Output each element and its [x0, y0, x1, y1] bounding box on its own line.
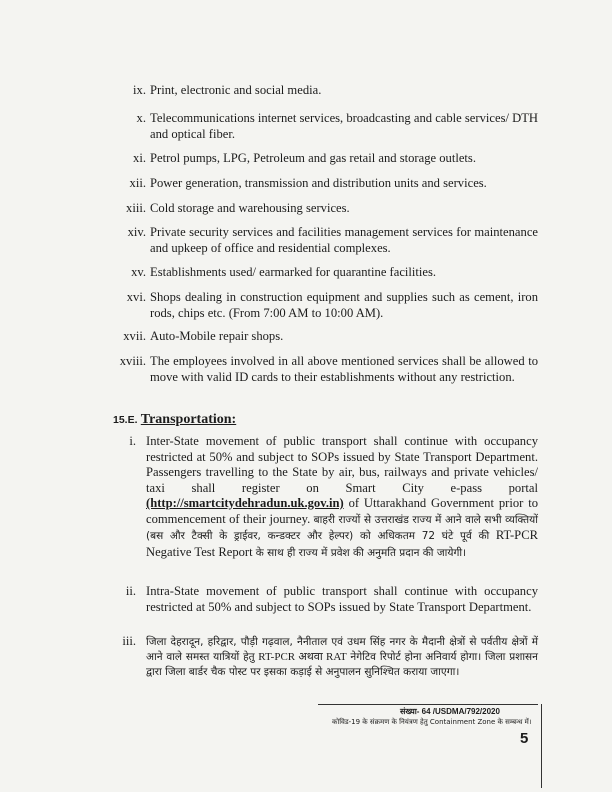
- smart-city-link[interactable]: (http://smartcitydehradun.uk.gov.in): [146, 496, 344, 510]
- transport-item-iii: [146, 634, 538, 679]
- section-number: 15.E.: [113, 414, 138, 426]
- transport-i-hindi-2: के साथ ही राज्य में प्रवेश की अनुमति प्रदान की जायेगी।: [255, 546, 467, 559]
- list-number: x.: [136, 111, 146, 125]
- list-number: xi.: [133, 151, 146, 165]
- list-number: xii.: [129, 176, 146, 190]
- list-item-text: Cold storage and warehousing services.: [150, 201, 350, 215]
- transport-iii-test: RT-PCR अथवा RAT: [258, 651, 347, 663]
- list-item-text: The employees involved in all above mentioned services shall be allowed to move with valid ID cards to their establishments without any restriction.: [150, 354, 538, 384]
- list-number: ix.: [133, 83, 146, 97]
- list-number: xviii.: [119, 354, 146, 368]
- list-item-text: Power generation, transmission and distribution units and services.: [150, 176, 487, 190]
- page-number: 5: [520, 730, 529, 747]
- transport-number: iii.: [122, 634, 136, 648]
- list-item-text: Private security services and facilities management services for maintenance and upkeep of office and residential complexes.: [150, 225, 538, 255]
- footer-divider: [318, 704, 538, 705]
- list-item-text: Telecommunications internet services, broadcasting and cable services/ DTH and optical fiber.: [150, 111, 538, 141]
- list-number: xvi.: [126, 290, 146, 304]
- section-title: Transportation:: [140, 412, 237, 427]
- transport-i-hindi: बाहरी राज्यों से उत्तराखंड राज्य में आने वाले सभी व्यक्तियों (बस और टैक्सी के ड्राईवर, कन्डक्टर और हेल्पर) को अधिकतम 72 घंटे पूर्व की: [146, 513, 538, 542]
- list-number: xiii.: [126, 201, 146, 215]
- transport-number: i.: [129, 434, 136, 448]
- transport-item-ii: Intra-State movement of public transport shall continue with occupancy restricted at 50% and subject to SOPs issued by State Transport Department.: [146, 584, 538, 614]
- list-item-text: Print, electronic and social media.: [150, 83, 322, 97]
- transport-iii-hindi-2: नेगेटिव रिपोर्ट होना अनिवार्य होगा। जिला प्रशासन द्वारा जिला बार्डर चैक पोस्ट पर इसका कड़ाई से अनुपालन सुनिश्चित कराया जाएगा।: [146, 651, 538, 678]
- transport-i-text: Inter-State movement of public transport shall continue with occupancy restricted at 50% and subject to SOPs issued by State Transport Department. Passengers travelling to the State by air, bus, railways and private vehicles/ taxi shall register on Smart City e-pass portal: [146, 434, 538, 495]
- transport-item-i: [146, 434, 538, 561]
- footer-note: कोविड-19 के संक्रमण के नियंत्रण हेतु Containment Zone के सम्बन्ध में।: [332, 718, 532, 726]
- list-number: xv.: [131, 265, 146, 279]
- footer-reference: संख्या- 64 /USDMA/792/2020: [400, 707, 500, 716]
- list-number: xvii.: [123, 329, 146, 343]
- transport-iii-hindi: जिला देहरादून, हरिद्वार, पौड़ी गढ़वाल, नैनीताल एवं उधम सिंह नगर के मैदानी क्षेत्रों से पर्वतीय क्षेत्रों में आने वाले समस्त यात्रियों हेतु: [146, 636, 538, 663]
- list-number: xiv.: [127, 225, 146, 239]
- transport-i-text-2: of Uttarakhand Government prior to commencement of their journey.: [146, 496, 538, 526]
- list-item-text: Petrol pumps, LPG, Petroleum and gas retail and storage outlets.: [150, 151, 476, 165]
- section-heading: [113, 411, 236, 428]
- list-item-text: Establishments used/ earmarked for quarantine facilities.: [150, 265, 437, 279]
- list-item-text: Shops dealing in construction equipment and supplies such as cement, iron rods, chips etc. (From 7:00 AM to 10:00 AM).: [150, 290, 538, 320]
- transport-number: ii.: [125, 584, 136, 598]
- transport-i-test-report: RT-PCR Negative Test Report: [146, 528, 538, 559]
- footer-vertical-rule: [541, 704, 542, 788]
- list-item-text: Auto-Mobile repair shops.: [150, 329, 284, 343]
